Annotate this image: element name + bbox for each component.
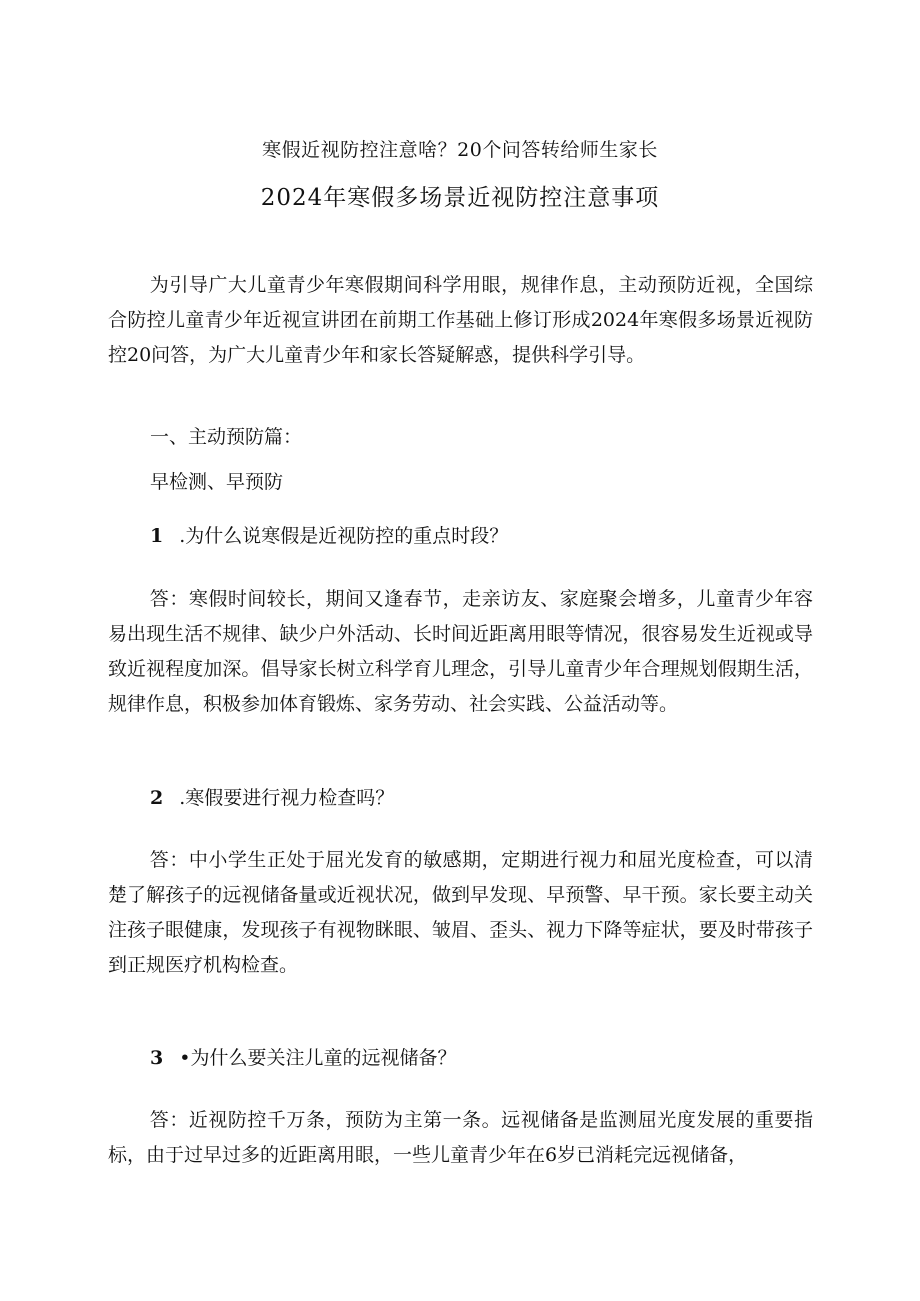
document-subtitle: 寒假近视防控注意啥？20个问答转给师生家长	[262, 139, 658, 161]
section-heading: 一、主动预防篇：	[150, 426, 303, 448]
question-number: 1	[150, 525, 164, 547]
question-2	[150, 783, 394, 813]
document-title: 2024年寒假多场景近视防控注意事项	[260, 185, 660, 211]
answer-2: 答：中小学生正处于屈光发育的敏感期，定期进行视力和屈光度检查，可以清楚了解孩子的远视储备量或近视状况，做到早发现、早预警、早干预。家长要主动关注孩子眼健康，发现孩子有视物眯眼、皱眉、歪头、视力下降等症状，要及时带孩子到正规医疗机构检查。	[108, 849, 813, 976]
question-number: 3	[150, 1047, 164, 1069]
question-text: .为什么说寒假是近视防控的重点时段？	[179, 525, 509, 547]
question-text: •为什么要关注儿童的远视储备？	[179, 1047, 457, 1069]
answer-1: 答：寒假时间较长，期间又逢春节，走亲访友、家庭聚会增多，儿童青少年容易出现生活不规律、缺少户外活动、长时间近距离用眼等情况，很容易发生近视或导致近视程度加深。倡导家长树立科学育儿理念，引导儿童青少年合理规划假期生活，规律作息，积极参加体育锻炼、家务劳动、社会实践、公益活动等。	[108, 588, 813, 715]
answer-3: 答：近视防控千万条，预防为主第一条。远视储备是监测屈光度发展的重要指标，由于过早过多的近距离用眼，一些儿童青少年在6岁已消耗完远视储备，	[108, 1109, 813, 1166]
question-number: 2	[150, 787, 164, 809]
question-1	[150, 521, 508, 551]
intro-paragraph: 为引导广大儿童青少年寒假期间科学用眼，规律作息，主动预防近视，全国综合防控儿童青少年近视宣讲团在前期工作基础上修订形成2024年寒假多场景近视防控20问答，为广大儿童青少年和家长答疑解惑，提供科学引导。	[108, 274, 813, 366]
subsection-heading: 早检测、早预防	[150, 471, 284, 493]
question-text: .寒假要进行视力检查吗？	[179, 787, 395, 809]
question-3	[150, 1043, 456, 1073]
